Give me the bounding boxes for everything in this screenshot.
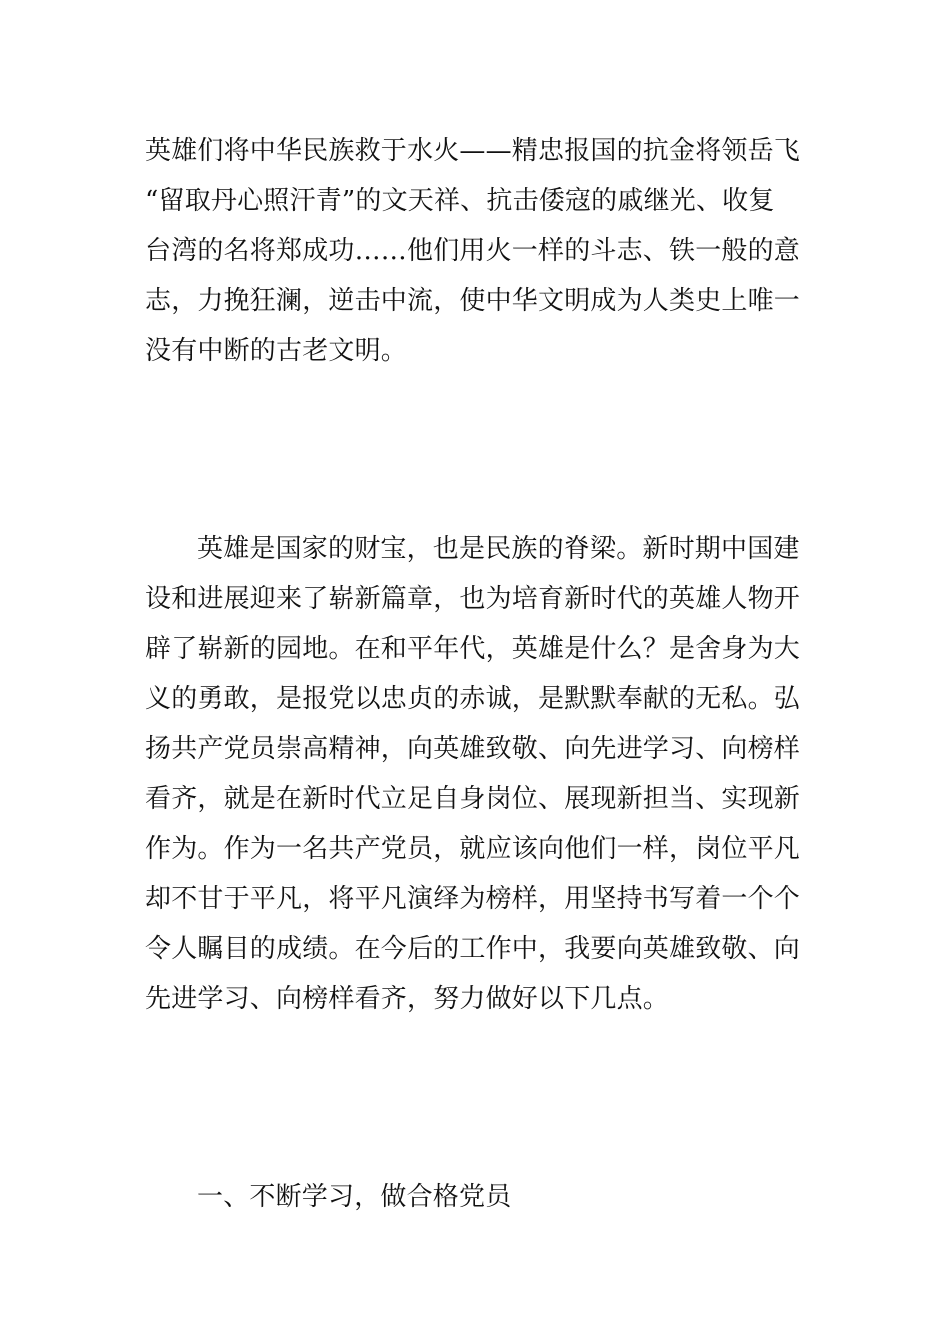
paragraph-line: 却不甘于平凡，将平凡演绎为榜样，用坚持书写着一个个 xyxy=(145,884,801,914)
paragraph-line: 作为。作为一名共产党员，就应该向他们一样，岗位平凡 xyxy=(145,834,801,864)
paragraph-line: 令人瞩目的成绩。在今后的工作中，我要向英雄致敬、向 xyxy=(145,934,801,964)
paragraph-line: 台湾的名将郑成功……他们用火一样的斗志、铁一般的意 xyxy=(145,236,801,266)
paragraph-line: 英雄们将中华民族救于水火——精忠报国的抗金将领岳飞 xyxy=(145,136,801,166)
paragraph-line: 辟了崭新的园地。在和平年代，英雄是什么？是舍身为大 xyxy=(145,634,801,664)
paragraph-line: 设和进展迎来了崭新篇章，也为培育新时代的英雄人物开 xyxy=(145,584,801,614)
section-heading: 一、不断学习，做合格党员 xyxy=(197,1182,512,1212)
paragraph-line: 志，力挽狂澜，逆击中流，使中华文明成为人类史上唯一 xyxy=(145,286,801,316)
paragraph-line: 先进学习、向榜样看齐，努力做好以下几点。 xyxy=(145,984,670,1014)
paragraph-line: 没有中断的古老文明。 xyxy=(145,336,408,366)
paragraph-line: 扬共产党员崇高精神，向英雄致敬、向先进学习、向榜样 xyxy=(145,734,801,764)
paragraph-line: 义的勇敢，是报党以忠贞的赤诚，是默默奉献的无私。弘 xyxy=(145,684,801,714)
paragraph-line: “留取丹心照汗青”的文天祥、抗击倭寇的戚继光、收复 xyxy=(145,186,775,216)
paragraph-line: 英雄是国家的财宝，也是民族的脊梁。新时期中国建 xyxy=(197,534,800,564)
paragraph-line: 看齐，就是在新时代立足自身岗位、展现新担当、实现新 xyxy=(145,784,801,814)
